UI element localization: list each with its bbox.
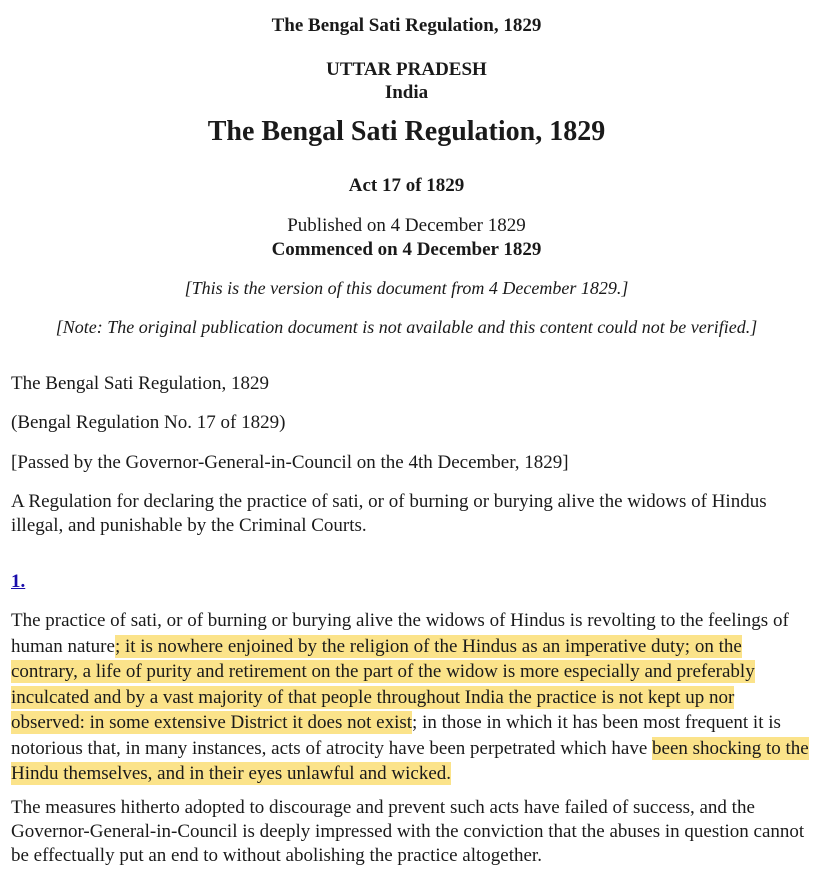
regulation-description: A Regulation for declaring the practice of sati, or of burning or burying alive the widows of Hindus illegal, and punishable by the Criminal Courts. [11,491,767,536]
act-number: Act 17 of 1829 [348,175,465,196]
passed-by-note: [Passed by the Governor-General-in-Council on the 4th December, 1829] [11,452,569,473]
section-heading [11,570,811,594]
paragraph-text: ; in those in which it has been most frequent it is notorious that, in many instances, acts of atrocity have been perpetrated which have [11,712,781,759]
short-title: The Bengal Sati Regulation, 1829 [11,373,270,394]
section-1-paragraph-2: The measures hitherto adopted to discourage and prevent such acts have failed of success, and the Governor-General-in-Council is deeply impressed with the conviction that the abuses in question cannot be effectually put an end to without abolishing the practice altogether. [11,797,805,866]
document-top-title: The Bengal Sati Regulation, 1829 [271,15,542,36]
paragraph-text: The practice of sati, or of burning or burying alive the widows of Hindus is revolting to the feelings of human nature [11,610,789,657]
country-name: India [384,82,429,103]
regulation-number: (Bengal Regulation No. 17 of 1829) [11,412,286,433]
published-date: Published on 4 December 1829 [287,215,526,236]
commenced-date: Commenced on 4 December 1829 [271,239,542,260]
section-1-link[interactable]: 1. [11,571,26,592]
version-note: [This is the version of this document from 4 December 1829.] [184,278,629,298]
jurisdiction-block [0,58,813,104]
state-name: UTTAR PRADESH [326,59,487,80]
verification-note: [Note: The original publication document is not available and this content could not be verified.] [55,317,758,337]
highlighted-passage-2: been shocking to the Hindu themselves, and in their eyes unlawful and wicked. [11,737,809,784]
highlighted-passage-1: ; it is nowhere enjoined by the religion of the Hindus as an imperative duty; on the contrary, a life of purity and retirement on the part of the widow is more especially and preferably inculcated and by a vast majority of that people throughout India the practice is not kept up nor observed: in some extensive District it does not exist [11,635,755,733]
page-title: The Bengal Sati Regulation, 1829 [207,116,606,147]
publication-info [0,214,813,262]
section-1-paragraph-1 [11,608,811,787]
